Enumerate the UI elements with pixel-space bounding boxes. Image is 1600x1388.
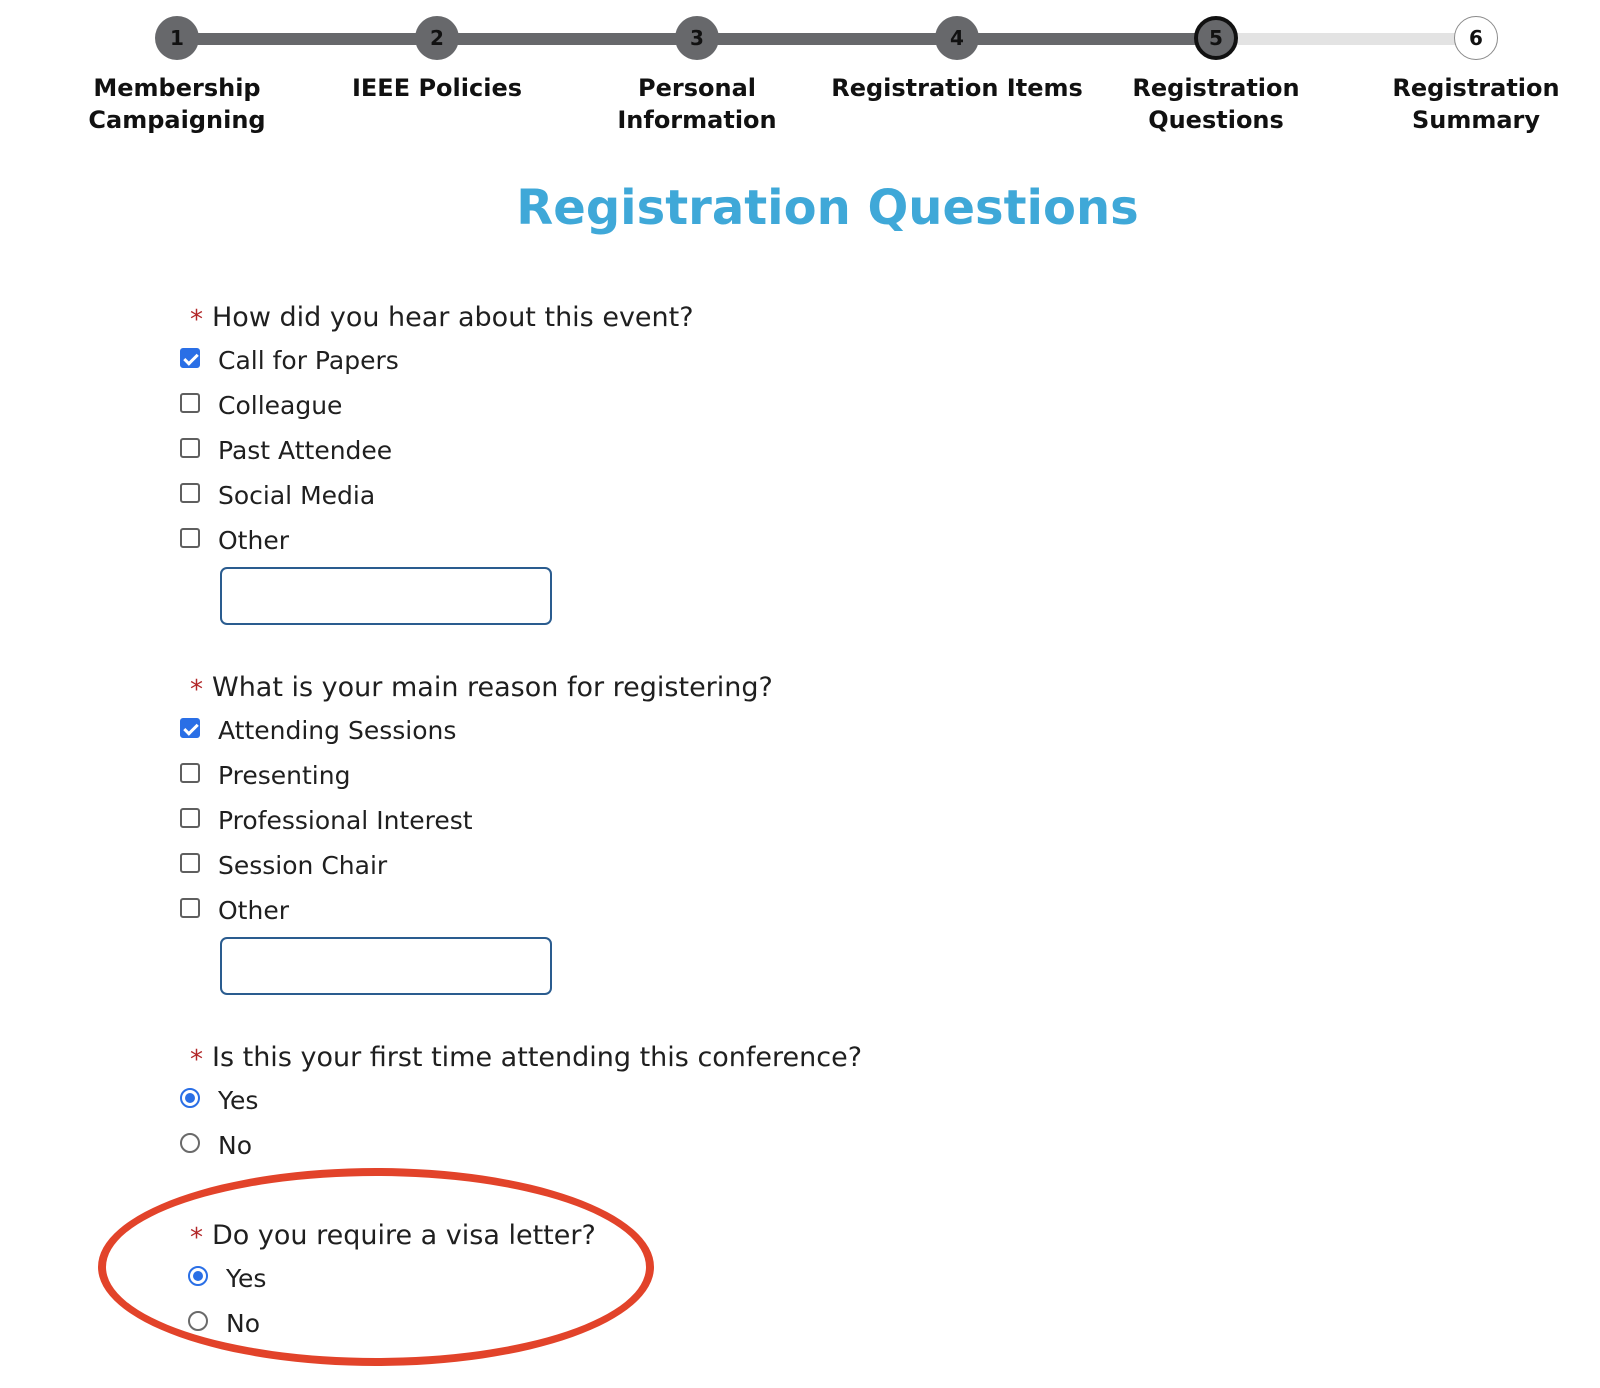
checkbox[interactable] <box>180 763 200 783</box>
radio-button[interactable] <box>188 1311 208 1331</box>
checkbox[interactable] <box>180 898 200 918</box>
option-label: Other <box>218 896 289 925</box>
option-label: Call for Papers <box>218 346 399 375</box>
option-label: Social Media <box>218 481 376 510</box>
question-label <box>180 298 694 338</box>
option-label: Yes <box>218 1086 259 1115</box>
checkbox[interactable] <box>180 483 200 503</box>
progress-stepper <box>0 0 1600 150</box>
question-first-time-attending <box>180 1038 862 1168</box>
page-title: Registration Questions <box>516 180 1139 236</box>
step-number-badge: 4 <box>935 16 979 60</box>
step-label: Registration Items <box>831 74 1083 102</box>
step-number-badge: 1 <box>155 16 199 60</box>
step-number-badge: 5 <box>1194 16 1238 60</box>
step-personal-information[interactable] <box>557 16 837 136</box>
checkbox[interactable] <box>180 808 200 828</box>
other-text-input[interactable] <box>220 567 552 625</box>
checkbox[interactable] <box>180 718 200 738</box>
option-label: Professional Interest <box>218 806 473 835</box>
question-text: How did you hear about this event? <box>212 302 694 333</box>
radio-button[interactable] <box>180 1088 200 1108</box>
option-social-media[interactable] <box>180 473 694 518</box>
required-marker: * <box>190 1045 203 1075</box>
step-label: Membership Campaigning <box>88 74 266 134</box>
step-number-badge: 6 <box>1454 16 1498 60</box>
option-attending-sessions[interactable] <box>180 708 773 753</box>
step-registration-summary[interactable] <box>1336 16 1600 136</box>
checkbox[interactable] <box>180 438 200 458</box>
step-label: IEEE Policies <box>351 74 522 102</box>
question-text: What is your main reason for registering? <box>212 672 773 703</box>
step-membership-campaigning[interactable] <box>37 16 317 136</box>
checkbox[interactable] <box>180 528 200 548</box>
question-label <box>180 1216 596 1256</box>
option-no[interactable] <box>188 1301 596 1346</box>
step-registration-items[interactable] <box>817 16 1097 104</box>
option-label: Other <box>218 526 289 555</box>
question-label <box>180 1038 862 1078</box>
option-past-attendee[interactable] <box>180 428 694 473</box>
option-label: Presenting <box>218 761 351 790</box>
radio-button[interactable] <box>180 1133 200 1153</box>
option-label: No <box>218 1131 252 1160</box>
question-text: Do you require a visa letter? <box>212 1220 596 1251</box>
step-registration-questions[interactable] <box>1076 16 1356 136</box>
other-text-input[interactable] <box>220 937 552 995</box>
checkbox[interactable] <box>180 393 200 413</box>
step-label: Personal Information <box>617 74 777 134</box>
option-session-chair[interactable] <box>180 843 773 888</box>
option-colleague[interactable] <box>180 383 694 428</box>
question-text: Is this your first time attending this conference? <box>212 1042 863 1073</box>
step-label: Registration Questions <box>1132 74 1300 134</box>
option-label: No <box>226 1309 260 1338</box>
question-main-reason <box>180 668 773 995</box>
step-number-badge: 3 <box>675 16 719 60</box>
step-ieee-policies[interactable] <box>297 16 577 104</box>
question-label <box>180 668 773 708</box>
option-label: Colleague <box>218 391 343 420</box>
question-visa-letter <box>180 1216 596 1346</box>
option-no[interactable] <box>180 1123 862 1168</box>
required-marker: * <box>190 675 203 705</box>
step-label: Registration Summary <box>1392 74 1560 134</box>
option-other[interactable] <box>180 888 773 933</box>
required-marker: * <box>190 305 203 335</box>
option-yes[interactable] <box>180 1078 862 1123</box>
option-label: Yes <box>226 1264 267 1293</box>
option-label: Session Chair <box>218 851 388 880</box>
radio-button[interactable] <box>188 1266 208 1286</box>
step-number-badge: 2 <box>415 16 459 60</box>
checkbox[interactable] <box>180 348 200 368</box>
required-marker: * <box>190 1223 203 1253</box>
option-label: Attending Sessions <box>218 716 457 745</box>
option-yes[interactable] <box>188 1256 596 1301</box>
option-label: Past Attendee <box>218 436 393 465</box>
option-other[interactable] <box>180 518 694 563</box>
option-call-for-papers[interactable] <box>180 338 694 383</box>
checkbox[interactable] <box>180 853 200 873</box>
question-how-did-you-hear <box>180 298 694 625</box>
option-presenting[interactable] <box>180 753 773 798</box>
option-professional-interest[interactable] <box>180 798 773 843</box>
